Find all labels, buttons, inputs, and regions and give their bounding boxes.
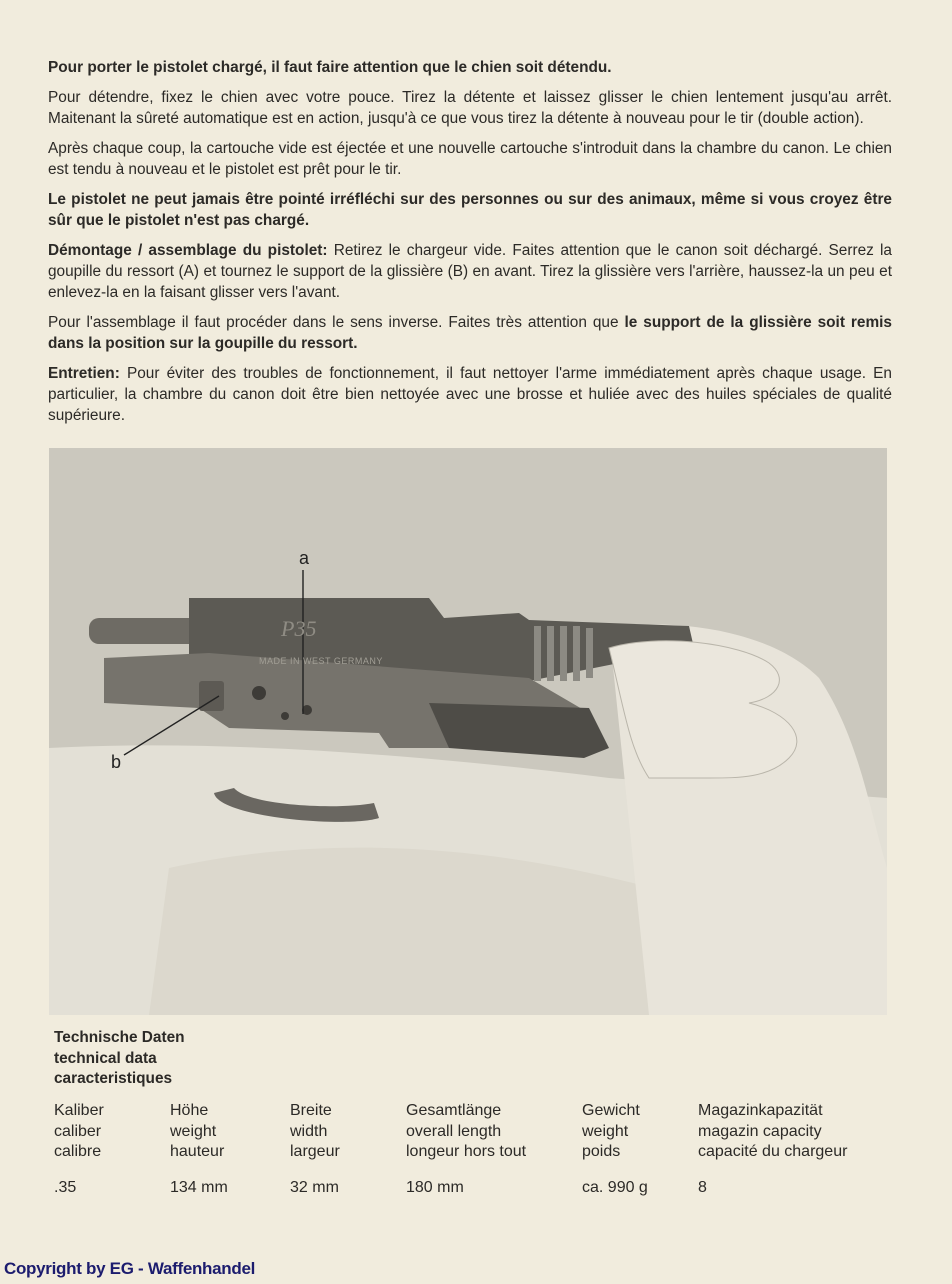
- paragraph-maintenance: [48, 363, 892, 426]
- spec-header-de: Kaliber: [54, 1102, 104, 1119]
- tech-title-de: Technische Daten: [54, 1029, 185, 1046]
- maintenance-heading: Entretien:: [48, 365, 120, 382]
- instructions-text: [48, 57, 892, 435]
- spec-value: 32 mm: [290, 1178, 339, 1196]
- spec-column-caliber: [54, 1101, 104, 1198]
- tech-title-en: technical data: [54, 1049, 157, 1067]
- spec-column-length: [406, 1101, 526, 1198]
- spec-header-de: Höhe: [170, 1102, 209, 1119]
- spec-value: 134 mm: [170, 1178, 228, 1196]
- spec-header-fr: largeur: [290, 1143, 340, 1160]
- disassembly-heading: Démontage / assemblage du pistolet:: [48, 242, 328, 259]
- assembly-text: Pour l'assemblage il faut procéder dans le sens inverse. Faites très attention que: [48, 314, 625, 331]
- spec-value: .35: [54, 1178, 77, 1196]
- callout-label-a: a: [299, 548, 310, 568]
- spec-header-en: weight: [170, 1122, 217, 1140]
- slide-marking: P35: [281, 616, 317, 641]
- pistol-illustration: [49, 448, 887, 1015]
- spec-header-de: Breite: [290, 1102, 332, 1119]
- frame-marking: MADE IN WEST GERMANY: [259, 656, 383, 666]
- spec-header-en: weight: [582, 1122, 629, 1140]
- paragraph-assembly: [48, 312, 892, 354]
- spec-value: 8: [698, 1178, 707, 1196]
- spec-header-en: overall length: [406, 1122, 502, 1140]
- spec-header-de: Gewicht: [582, 1102, 640, 1119]
- spec-column-magazine: [698, 1101, 847, 1198]
- spec-value: 180 mm: [406, 1178, 464, 1196]
- spec-header-fr: longeur hors tout: [406, 1143, 527, 1160]
- spec-header-fr: capacité du chargeur: [698, 1143, 848, 1160]
- spec-header-de: Magazinkapazität: [698, 1102, 823, 1119]
- spec-header-de: Gesamtlänge: [406, 1102, 502, 1119]
- spec-header-fr: poids: [582, 1143, 621, 1160]
- paragraph-disassembly: [48, 240, 892, 303]
- maintenance-text: Pour éviter des troubles de fonctionnement, il faut nettoyer l'arme immédiatement après chaque usage. En particulier, la chambre du canon doit être bien nettoyée avec une brosse et huliée avec des huiles spéciales de qualité supérieure.: [48, 365, 892, 424]
- spec-header-fr: calibre: [54, 1143, 102, 1160]
- spec-column-height: [170, 1101, 228, 1198]
- spec-header-en: caliber: [54, 1122, 102, 1140]
- tech-data-title: [54, 1028, 185, 1090]
- paragraph-safety-warning: Le pistolet ne peut jamais être pointé irréfléchi sur des personnes ou sur des animaux, même si vous croyez être sûr que le pistolet n'est pas chargé.: [48, 191, 892, 229]
- spec-value: ca. 990 g: [582, 1178, 648, 1196]
- spec-header-fr: hauteur: [170, 1143, 225, 1160]
- paragraph-after-shot: Après chaque coup, la cartouche vide est éjectée et une nouvelle cartouche s'introduit dans la chambre du canon. Le chien est tendu à nouveau et le pistolet est prêt pour le tir.: [48, 140, 892, 178]
- pistol-photo: [49, 448, 887, 1015]
- assembly-emphasis: le support de la glissière soit remis dans la position sur la goupille du ressort.: [48, 314, 892, 352]
- disassembly-text: Retirez le chargeur vide. Faites attention que le canon soit déchargé. Serrez la goupille du ressort (A) et tournez le support de la glissière (B) en avant. Tirez la glissière vers l'arrière, haussez-la un peu et enlevez-la en la faisant glisser vers l'avant.: [48, 242, 892, 301]
- spec-header-en: magazin capacity: [698, 1122, 822, 1140]
- spec-column-width: [290, 1101, 340, 1198]
- spec-header-en: width: [290, 1122, 328, 1140]
- paragraph-carry-loaded: Pour porter le pistolet chargé, il faut faire attention que le chien soit détendu.: [48, 59, 612, 76]
- paragraph-decock: Pour détendre, fixez le chien avec votre pouce. Tirez la détente et laissez glisser le chien lentement jusqu'au arrêt. Maitenant la sûreté automatique est en action, jusqu'à ce que vous tirez la détente à nouveau pour le tir (double action).: [48, 89, 892, 127]
- copyright-notice: Copyright by EG - Waffenhandel: [4, 1259, 256, 1278]
- spec-column-weight: [582, 1101, 648, 1198]
- tech-title-fr: caracteristiques: [54, 1070, 173, 1087]
- callout-label-b: b: [111, 752, 122, 772]
